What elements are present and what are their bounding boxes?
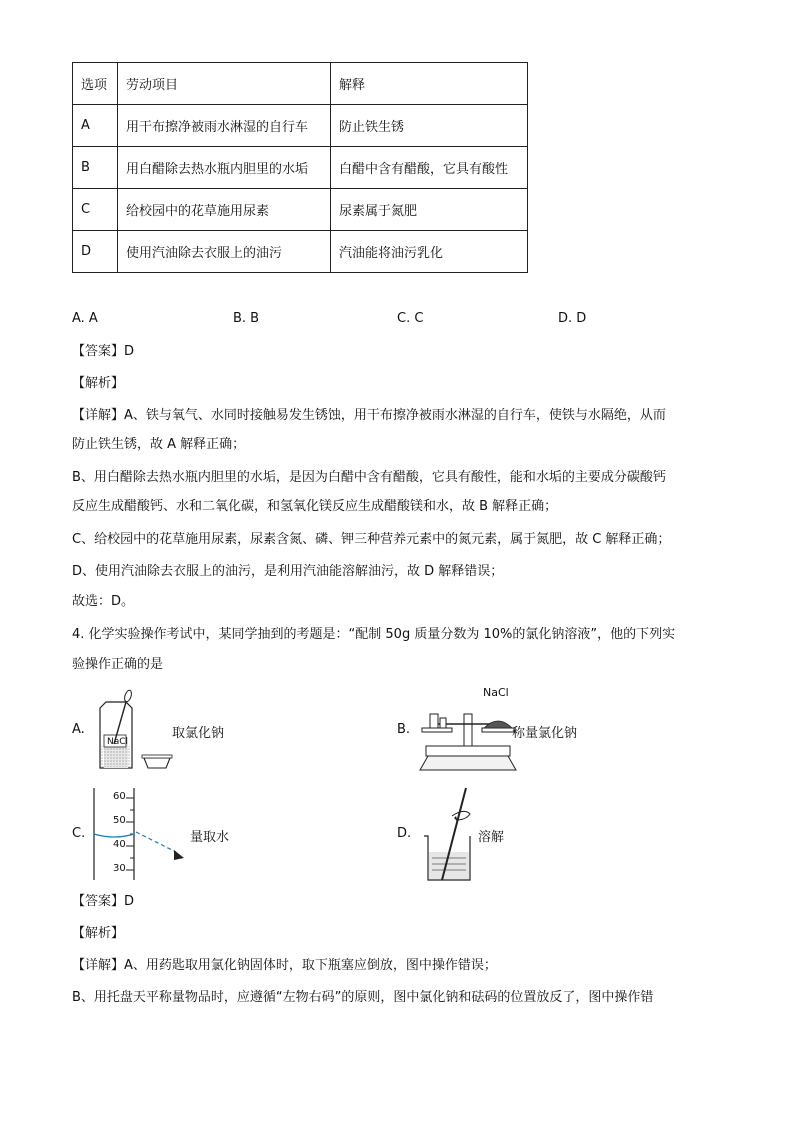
detail-line: 防止铁生锈，故 A 解释正确； (72, 437, 246, 452)
table-cell: 给校园中的花草施用尿素 (118, 189, 331, 231)
answer-label: 【答案】D (72, 894, 135, 909)
tick-label: 40 (113, 839, 126, 850)
detail-line: C、给校园中的花草施用尿素，尿素含氮、磷、钾三种营养元素中的氮元素，属于氮肥，故 C 解释正确； (72, 532, 671, 547)
detail-line: D、使用汽油除去衣服上的油污，是利用汽油能溶解油污，故 D 解释错误； (72, 564, 504, 579)
option-a: A. A (72, 311, 98, 326)
detail-line: 反应生成醋酸钙、水和二氧化碳，和氢氧化镁反应生成醋酸镁和水，故 B 解释正确； (72, 499, 558, 514)
tick-label: 50 (113, 815, 126, 826)
analysis-label: 【解析】 (72, 926, 125, 941)
table-cell: 尿素属于氮肥 (331, 189, 528, 231)
balance-label: NaCl (483, 686, 509, 699)
analysis-label: 【解析】 (72, 376, 125, 391)
table-row (73, 147, 528, 189)
option-d: D. D (558, 311, 587, 326)
option-b-letter: B. (397, 722, 411, 737)
reagent-bottle-figure (92, 688, 182, 772)
option-d-letter: D. (397, 826, 412, 841)
detail-line: 【详解】A、用药匙取用氯化钠固体时，取下瓶塞应倒放，图中操作错误； (72, 958, 497, 973)
table-cell: B (73, 147, 118, 189)
table-cell: A (73, 105, 118, 147)
bottle-label: NaCl (107, 737, 129, 747)
balance-figure (418, 700, 518, 772)
answer-label: 【答案】D (72, 344, 135, 359)
detail-line: B、用白醋除去热水瓶内胆里的水垢，是因为白醋中含有醋酸，它具有酸性，能和水垢的主要成分碳酸钙 (72, 470, 666, 485)
question-stem: 验操作正确的是 (72, 657, 164, 672)
table-cell: D (73, 231, 118, 273)
option-c: C. C (397, 311, 424, 326)
table-cell: 用干布擦净被雨水淋湿的自行车 (118, 105, 331, 147)
option-c-letter: C. (72, 826, 86, 841)
option-c-caption: 量取水 (190, 830, 230, 845)
table-header-cell: 劳动项目 (118, 63, 331, 105)
option-a-letter: A. (72, 722, 85, 737)
options-table (72, 62, 528, 273)
table-row (73, 189, 528, 231)
table-cell: 用白醋除去热水瓶内胆里的水垢 (118, 147, 331, 189)
table-header-cell: 选项 (73, 63, 118, 105)
table-header-cell: 解释 (331, 63, 528, 105)
tick-label: 60 (113, 791, 126, 802)
detail-line: 故选：D。 (72, 594, 135, 609)
table-cell: 白醋中含有醋酸，它具有酸性 (331, 147, 528, 189)
table-cell: 防止铁生锈 (331, 105, 528, 147)
option-b: B. B (233, 311, 260, 326)
table-cell: 使用汽油除去衣服上的油污 (118, 231, 331, 273)
table-cell: C (73, 189, 118, 231)
table-header-row (73, 63, 528, 105)
table-row (73, 105, 528, 147)
question-stem: 4. 化学实验操作考试中，某同学抽到的考题是：“配制 50g 质量分数为 10%的氯化钠溶液”，他的下列实 (72, 627, 676, 642)
option-a-caption: 取氯化钠 (172, 726, 225, 741)
beaker-stirring-figure (420, 786, 480, 884)
tick-label: 30 (113, 863, 126, 874)
option-d-caption: 溶解 (478, 830, 505, 845)
table-cell: 汽油能将油污乳化 (331, 231, 528, 273)
detail-line: 【详解】A、铁与氧气、水同时接触易发生锈蚀，用干布擦净被雨水淋湿的自行车，使铁与水隔绝，从而 (72, 408, 666, 423)
option-b-caption: 称量氯化钠 (512, 726, 578, 741)
graduated-cylinder-figure (94, 788, 194, 884)
detail-line: B、用托盘天平称量物品时，应遵循“左物右码”的原则，图中氯化钠和砝码的位置放反了，图中操作错 (72, 990, 654, 1005)
table-row (73, 231, 528, 273)
